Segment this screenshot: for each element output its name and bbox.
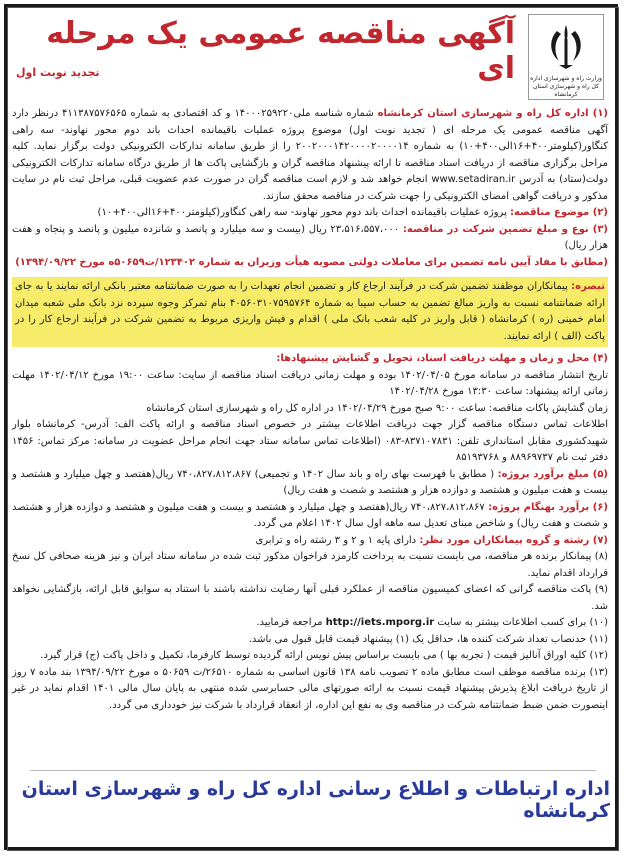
- item-6-text: ۷۴۰،۸۲۷،۸۱۲،۸۶۷ ریال(هفتصد و چهل میلیارد و هشتصد و بیست و هفت میلیون و هشتصد و دوازده هزار و هشتصد و شصت و هفت ریال) و شاخص مبنای تعدیل سه ماهه اول سال ۱۴۰۲ اعلام می گردد.: [12, 501, 608, 529]
- item-4-line-2: زمان گشایش پاکات مناقصه: ساعت ۹:۰۰ صبح مورخ ۱۴۰۲/۰۴/۲۹ در اداره کل راه و شهرسازی استان کرمانشاه: [146, 402, 608, 414]
- note-text: پیمانکاران موظفند تضمین شرکت در فرآیند ارجاع کار و تضمین انجام تعهدات را به صورت ضمانتنامه معتبر بانکی ارائه نمایند یا به جای ارائه ضمانتنامه نسبت به واریز مبالغ تضمین به حساب سیبا به شماره ۴۰۵۶۰۳۱۰۷۵۹۵۷۶۴ بنام تمرکز وجوه سپرده نزد بانک ملی شعبه میدان امام خمینی (ره ) کرمانشاه ( قابل واریز در کلیه شعب بانک ملی ) اقدام و فیش واریزی مربوط به تضمین شرکت در فرآیند ارجاع کار را در پاکت (الف ) ارائه نمایند.: [15, 281, 605, 342]
- item-10-post: مراجعه فرمایید.: [256, 617, 326, 628]
- emblem-caption: وزارت راه و شهرسازی اداره کل راه و شهرسازی استان کرمانشاه: [530, 75, 602, 98]
- item-3-label: (۳) نوع و مبلغ تضمین شرکت در مناقصه:: [402, 223, 608, 235]
- footer-banner: [10, 776, 610, 824]
- notice-body: [12, 106, 608, 714]
- item-8: (۸) پیمانکار برنده هر مناقصه، می بایست نسبت به پرداخت کارمزد فراخوان مذکور ثبت شده در سامانه ستاد ایران و نیز هزینه صحافی کل نسخ قرارداد اقدام نماید.: [12, 551, 608, 579]
- guarantee-note: [12, 277, 608, 347]
- item-2: [12, 205, 608, 222]
- item-13: (۱۳) برنده مناقصه موظف است مطابق ماده ۲ تصویب نامه ۱۳۸ قانون اساسی به شماره ۲۶۵۱۰/ت ۵۰۶۵۹ ه مورخ ۱۳۹۴/۰۹/۲۲ بند ماده ۷ روز از تاریخ دریافت ابلاغ پذیرش پیشنهاد قیمت نسبت به ارائه صورتهای مالی حسابرسی شده منتهی به پایان سال مالی ۱۴۰۱ اقدام نماید در غیر اینصورت ضمن ضبط ضمانتنامه شرکت در مناقصه وی به نفع این اداره، از انعقاد قرارداد با شرکت نیز خودداری می گردد.: [12, 666, 609, 711]
- item-9: (۹) پاکت مناقصه گرانی که اعضای کمیسیون مناقصه از عملکرد قبلی آنها رضایت نداشته باشند با استناد به سوابق قابل ارائه، بازگشایی نخواهد شد.: [12, 584, 608, 612]
- item-1-label: (۱) اداره کل راه و شهرسازی استان کرمانشاه: [377, 108, 608, 119]
- emblem-box: [528, 14, 604, 100]
- item-3-note: (مطابق با مفاد آیین نامه تضمین برای معاملات دولتی مصوبه هیأت وزیران به شماره ۱۲۳۴۰۲/ت۵۰۶۵۹ه مورخ ۱۳۹۴/۰۹/۲۲): [15, 256, 608, 268]
- item-10-link[interactable]: http://iets.mporg.ir: [325, 617, 435, 628]
- item-1-text: شماره شناسه ملی۱۴۰۰۰۲۵۹۲۲۰ و کد اقتصادی به شماره ۴۱۱۳۸۷۵۷۶۵۶۵ درنظر دارد آگهی مناقصه عمومی یک مرحله ای ( تجدید نوبت اول) موضوع پروژه عملیات باقیمانده احداث باند دوم محور نهاوند- سه راهی کنگاور(کیلومتر۴۰۰+۱۶الی۴۰۰+۱۰) به شماره ۲۰۰۲۰۰۰۱۴۲۰۰۰۰۲۰۰۰۰۱۴ را از طریق سامانه تدارکات الکترونیکی دولت برگزار نماید. کلیه مراحل برگزاری مناقصه از دریافت اسناد مناقصه تا ارائه پیشنهاد مناقصه گران و بازگشایی پاکت ها از طریق درگاه سامانه تدارکات الکترونیکی دولت(ستاد) به آدرس www.setadiran.ir انجام خواهد شد و لازم است مناقصه گران در صورت عدم عضویت قبلی، مراحل ثبت نام در سایت مذکور و دریافت گواهی امضای الکترونیکی را جهت شرکت در مناقصه محقق سازند.: [12, 108, 608, 202]
- notice-subtitle: تجدید نوبت اول: [16, 66, 100, 79]
- notice-header: [10, 12, 610, 104]
- item-6-label: (۶) برآورد بهنگام پروژه:: [488, 501, 608, 513]
- item-3-text: ۲۳،۵۱۶،۵۵۷،۰۰۰ ریال (بیست و سه میلیارد و پانصد و شانزده میلیون و پانصد و پنجاه و هفت هزار ریال): [12, 223, 608, 251]
- notice-title: آگهی مناقصه عمومی یک مرحله ای: [46, 16, 515, 86]
- item-4-label: (۴) محل و زمان و مهلت دریافت اسناد، تحویل و گشایش پیشنهادها:: [276, 353, 608, 364]
- item-10: [12, 615, 608, 632]
- item-10-pre: (۱۰) برای کسب اطلاعات بیشتر به سایت: [434, 617, 608, 628]
- footer-divider: [30, 770, 596, 771]
- item-7: [12, 533, 608, 550]
- item-11: (۱۱) حدنصاب تعداد شرکت کننده ها، حداقل یک (۱) پیشنهاد قیمت قابل قبول می باشد.: [248, 633, 608, 645]
- item-5-label: (۵) مبلغ برآورد پروژه:: [497, 468, 608, 480]
- item-2-label: (۲) موضوع مناقصه:: [510, 207, 608, 218]
- footer-text: اداره ارتباطات و اطلاع رسانی اداره کل راه و شهرسازی استان کرمانشاه: [21, 778, 610, 822]
- item-1: [12, 106, 608, 205]
- item-12: (۱۲) کلیه اوراق آنالیز قیمت ( تجربه بها ) می بایست براساس پیش نویس ارائه گردیده توسط کارفرما، تکمیل و داخل پاکت (ج) قرار گیرد.: [40, 650, 608, 661]
- item-5-text: ( مطابق با فهرست بهای راه و باند سال ۱۴۰۲ و تجمیعی) ۷۴۰،۸۲۷،۸۱۲،۸۶۷ ریال(هفتصد و چهل میلیارد و هشتصد و بیست و هفت میلیون و هشتصد و دوازده هزار و هشتصد و شصت و هفت ریال): [12, 468, 608, 496]
- item-5: [12, 467, 608, 500]
- iran-emblem-icon: [543, 21, 589, 71]
- item-7-text: دارای پایه ۱ و ۲ و ۳ رشته راه و ترابری: [255, 534, 420, 546]
- note-label: تبصره:: [571, 281, 605, 292]
- item-4-line-1: تاریخ انتشار مناقصه در سامانه مورخ ۱۴۰۲/۰۴/۰۵ بوده و مهلت زمانی دریافت اسناد مناقصه از سایت: ساعت ۱۹:۰۰ مورخ ۱۴۰۲/۰۴/۱۲ مهلت زمانی ارائه پیشنهاد: ساعت ۱۳:۳۰ مورخ ۱۴۰۲/۰۴/۲۸: [12, 369, 608, 397]
- item-6: [12, 500, 608, 533]
- item-4-line-3: اطلاعات تماس دستگاه مناقصه گزار جهت دریافت اطلاعات بیشتر در خصوص اسناد مناقصه و ارائه پاکت الف: آدرس- کرمانشاه بلوار شهیدکشوری مقابل استانداری تلفن: ۸۳۷۱۰۷۸۳۱-۰۸۳ (اطلاعات تماس سامانه ستاد جهت انجام مراحل عضویت در سامانه: مرکز تماس: ۱۴۵۶ دفتر ثبت نام ۸۸۹۶۹۷۳۷ و ۸۵۱۹۳۷۶۸: [12, 419, 608, 463]
- item-2-text: پروژه عملیات باقیمانده احداث باند دوم محور نهاوند- سه راهی کنگاور(کیلومتر۴۰۰+۱۶الی۴۰۰+۱۰): [97, 207, 511, 218]
- item-3: [12, 222, 608, 255]
- item-7-label: (۷) رشته و گروه پیمانکاران مورد نظر:: [419, 534, 608, 546]
